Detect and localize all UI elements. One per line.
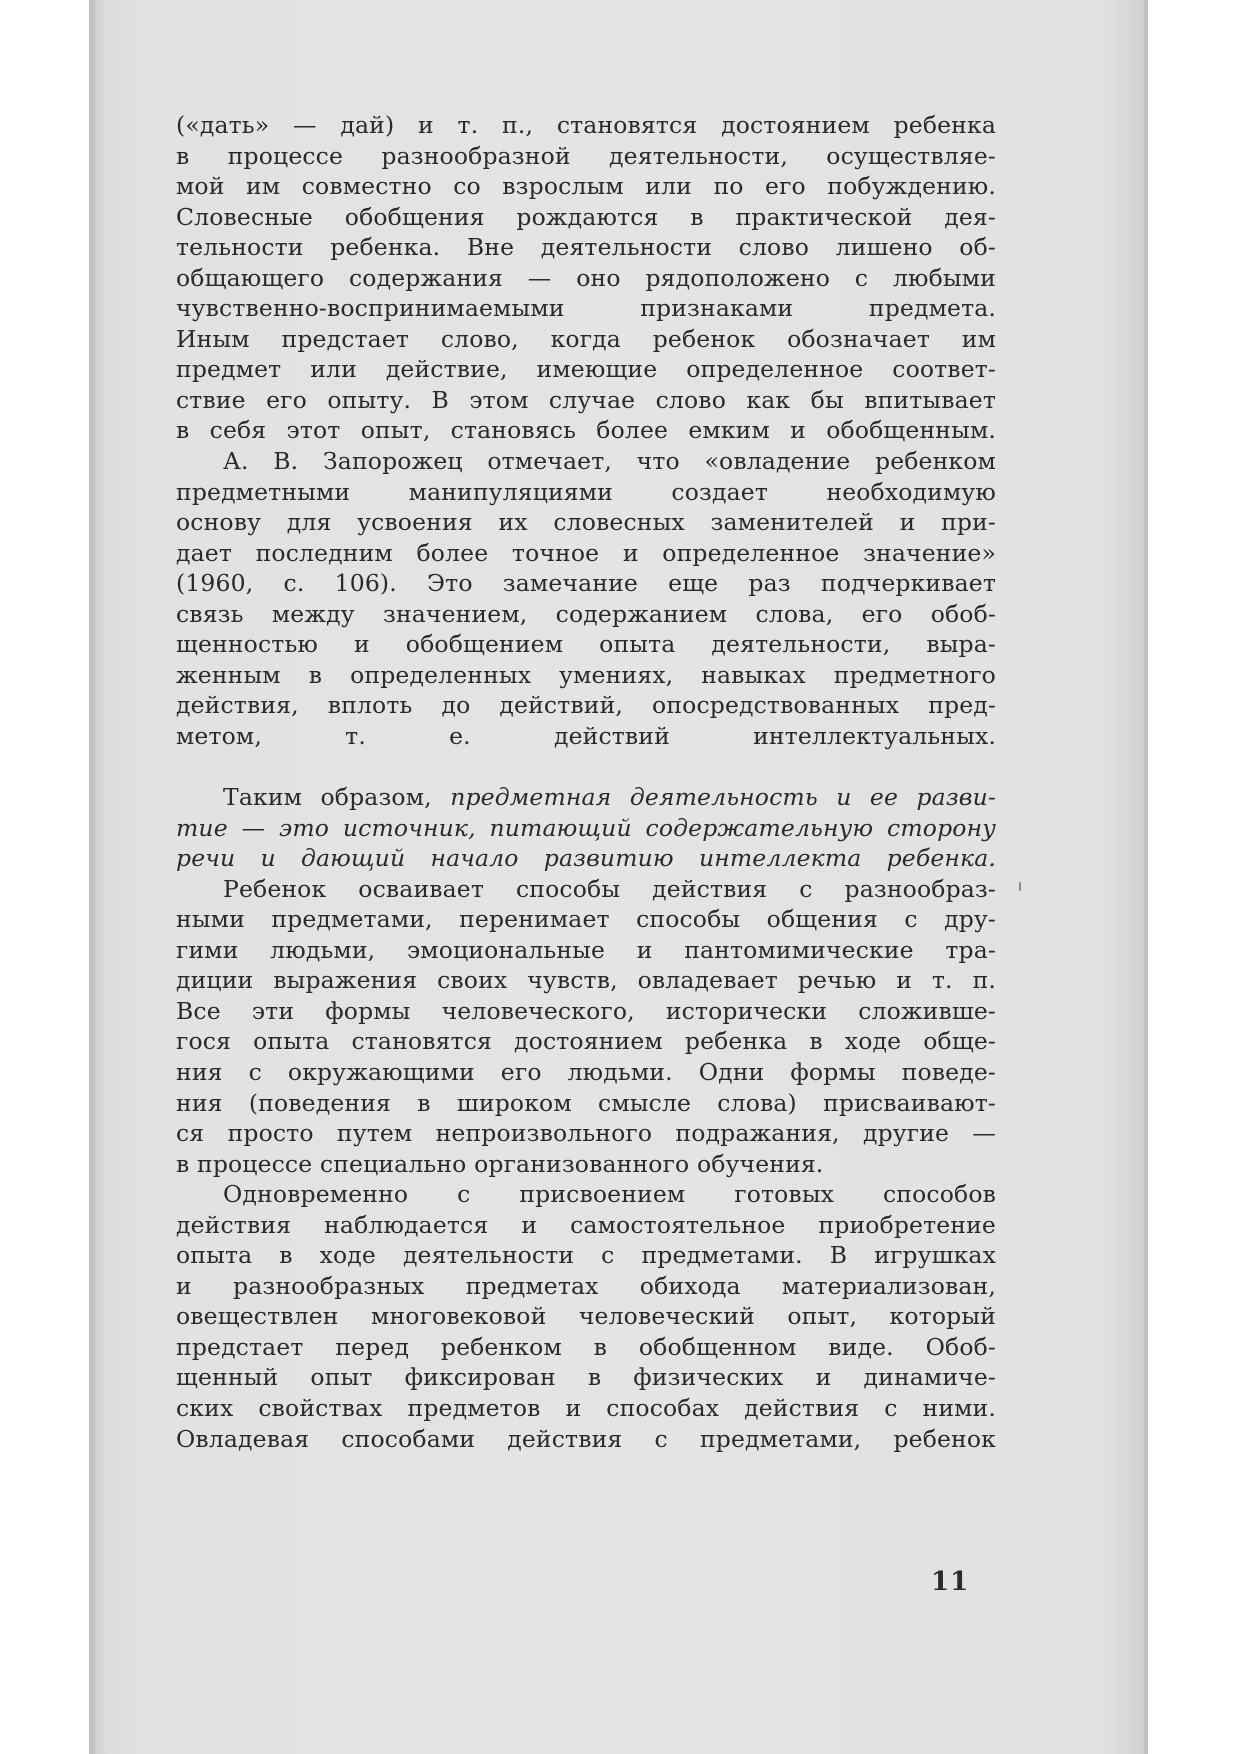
text-line: в себя этот опыт, становясь более емким и обобщенным. xyxy=(176,416,996,445)
text-line: ствие его опыту. В этом случае слово как бы впитывает xyxy=(176,385,996,414)
text-line: и разнообразных предметах обихода материализован, xyxy=(176,1271,996,1300)
text-line: ния (поведения в широком смысле слова) присваивают- xyxy=(176,1088,996,1117)
text-line: ся просто путем непроизвольного подражания, другие — xyxy=(176,1119,996,1148)
page-number: 11 xyxy=(931,1567,970,1597)
text-line: (1960, с. 106). Это замечание еще раз подчеркивает xyxy=(176,569,996,598)
page-edge-right xyxy=(1144,0,1148,1754)
text-line: тие — это источник, питающий содержательную сторону xyxy=(176,813,996,842)
paragraph-1 xyxy=(176,110,996,446)
paragraph-2 xyxy=(176,446,996,782)
text-line: Одновременно с присвоением готовых способов xyxy=(223,1180,996,1209)
text-line: гося опыта становятся достоянием ребенка в ходе обще- xyxy=(176,1027,996,1056)
text-line: мой им совместно со взрослым или по его побуждению. xyxy=(176,172,996,201)
text-line: действия, вплоть до действий, опосредствованных пред- xyxy=(176,691,996,720)
text-line: Все эти формы человеческого, исторически сложивше- xyxy=(176,996,996,1025)
page-edge-left xyxy=(89,0,95,1754)
text-line: Иным предстает слово, когда ребенок обозначает им xyxy=(176,324,996,353)
text-line: («дать» — дай) и т. п., становятся достоянием ребенка xyxy=(176,111,996,139)
scan-speck xyxy=(1019,882,1021,891)
text-line xyxy=(176,782,996,813)
text-line xyxy=(176,751,996,782)
text-line: А. В. Запорожец отмечает, что «овладение ребенком xyxy=(223,447,996,476)
paragraph-4 xyxy=(176,874,996,1179)
lead-text: Таким образом, xyxy=(223,783,451,812)
text-line: щенностью и обобщением опыта деятельности, выра- xyxy=(176,630,996,659)
text-line: предметными манипуляциями создает необходимую xyxy=(176,477,996,506)
text-line: ских свойствах предметов и способах действия с ними. xyxy=(176,1393,996,1422)
text-line: Словесные обобщения рождаются в практической дея- xyxy=(176,202,996,231)
text-line: связь между значением, содержанием слова, его обоб- xyxy=(176,599,996,628)
text-line: щенный опыт фиксирован в физических и динамиче- xyxy=(176,1363,996,1392)
text-line: опыта в ходе деятельности с предметами. В игрушках xyxy=(176,1241,996,1270)
paragraph-5 xyxy=(176,1179,996,1454)
text-line: Овладевая способами действия с предметами, ребенок xyxy=(176,1424,996,1453)
text-line: предстает перед ребенком в обобщенном виде. Обоб- xyxy=(176,1332,996,1361)
text-line: тельности ребенка. Вне деятельности слово лишено об- xyxy=(176,233,996,262)
text-line: женным в определенных умениях, навыках предметного xyxy=(176,660,996,689)
text-line: метом, т. е. действий интеллектуальных. xyxy=(176,721,996,750)
text-line: действия наблюдается и самостоятельное приобретение xyxy=(176,1210,996,1239)
text-line: чувственно-воспринимаемыми признаками предмета. xyxy=(176,294,996,323)
text-line: в процессе специально организованного обучения. xyxy=(176,1149,824,1178)
body-text xyxy=(176,110,996,1454)
text-line: ния с окружающими его людьми. Одни формы поведе- xyxy=(176,1057,996,1086)
text-line: основу для усвоения их словесных заменителей и при- xyxy=(176,508,996,537)
paragraph-3-emphasis xyxy=(176,782,996,874)
text-line: овеществлен многовековой человеческий опыт, который xyxy=(176,1302,996,1331)
italic-text: предметная деятельность и ее разви- xyxy=(450,783,996,812)
text-line: общающего содержания — оно рядоположено с любыми xyxy=(176,263,996,292)
text-line: ными предметами, перенимает способы общения с дру- xyxy=(176,905,996,934)
text-line: речи и дающий начало развитию интеллекта ребенка. xyxy=(176,844,996,873)
text-line: гими людьми, эмоциональные и пантомимические тра- xyxy=(176,935,996,964)
text-line: дает последним более точное и определенное значение» xyxy=(176,538,996,567)
text-line: диции выражения своих чувств, овладевает речью и т. п. xyxy=(176,966,996,995)
text-line: в процессе разнообразной деятельности, осуществляе- xyxy=(176,141,996,170)
text-line: предмет или действие, имеющие определенное соответ- xyxy=(176,355,996,384)
text-line: Ребенок осваивает способы действия с разнообраз- xyxy=(223,874,996,903)
scanned-page xyxy=(89,0,1148,1754)
